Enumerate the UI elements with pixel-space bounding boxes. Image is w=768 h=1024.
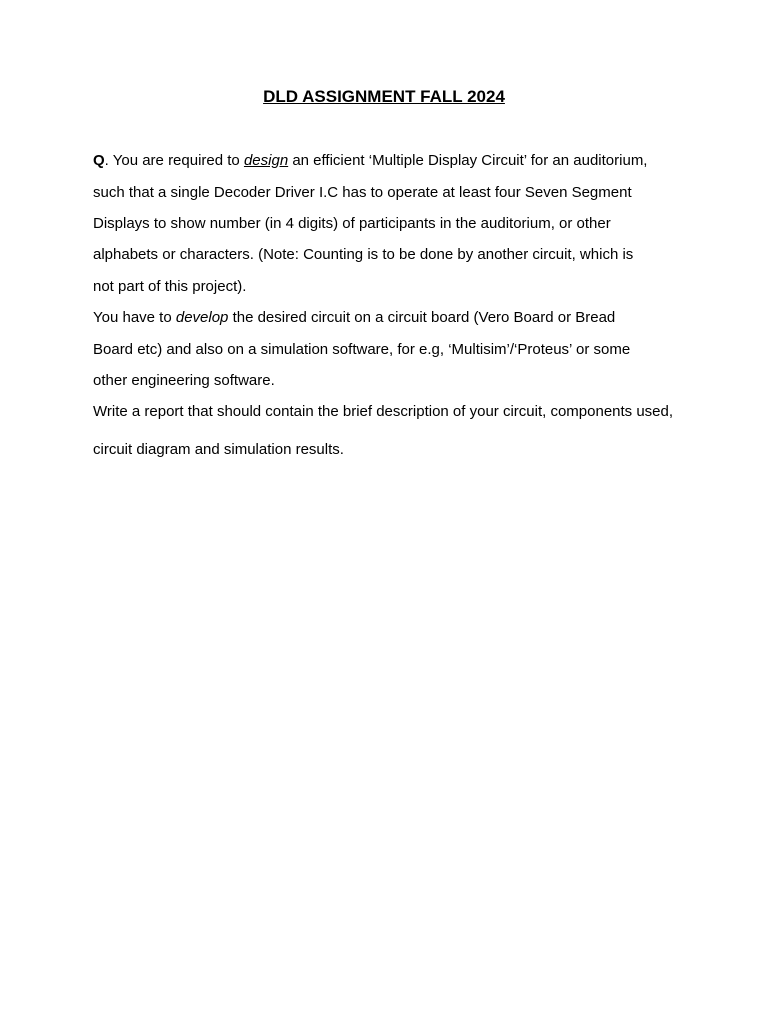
question-line-9: Write a report that should contain the brief description of your circuit, components used, xyxy=(93,403,674,420)
question-line-7: Board etc) and also on a simulation software, for e.g, ‘Multisim’/‘Proteus’ or some xyxy=(93,341,631,358)
line-6-pre: You have to xyxy=(93,309,176,326)
line-1-pre: . You are required to xyxy=(104,152,244,169)
question-line-2: such that a single Decoder Driver I.C has to operate at least four Seven Segment xyxy=(93,184,632,201)
question-line-3: Displays to show number (in 4 digits) of participants in the auditorium, or other xyxy=(93,215,611,232)
question-line-5: not part of this project). xyxy=(93,278,247,295)
line-6-post: the desired circuit on a circuit board (Vero Board or Bread xyxy=(228,309,616,326)
question-label: Q xyxy=(93,152,105,169)
question-line-4: alphabets or characters. (Note: Counting is to be done by another circuit, which is xyxy=(93,246,634,263)
question-line-6 xyxy=(93,309,615,327)
question-line-1 xyxy=(93,152,647,170)
document-title: DLD ASSIGNMENT FALL 2024 xyxy=(263,87,505,106)
question-line-10: circuit diagram and simulation results. xyxy=(93,441,344,458)
question-line-8: other engineering software. xyxy=(93,372,275,389)
line-1-post: an efficient ‘Multiple Display Circuit’ for an auditorium, xyxy=(288,152,648,169)
develop-emphasis: develop xyxy=(175,309,229,326)
design-emphasis: design xyxy=(243,152,289,169)
